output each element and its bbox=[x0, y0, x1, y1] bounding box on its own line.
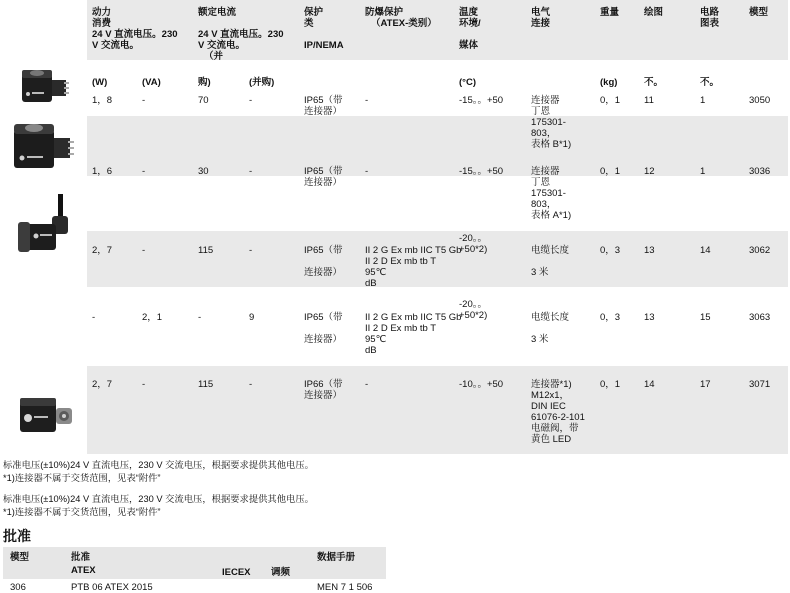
header-rated-current: 额定电流 24 V 直流电压。230 V 交流电。 （并 bbox=[198, 7, 284, 62]
row-band-2 bbox=[87, 116, 788, 176]
header-band bbox=[87, 0, 788, 60]
cell-va: 2，1 bbox=[142, 312, 163, 323]
approvals-col-freq: 调频 bbox=[271, 567, 291, 578]
cell-temp: -15。。+50 bbox=[459, 166, 504, 177]
cell-draw: 11 bbox=[644, 95, 654, 106]
cell-draw: 12 bbox=[644, 166, 655, 177]
header-drawing: 绘图 bbox=[644, 7, 664, 18]
product-image-3062 bbox=[14, 194, 74, 260]
cell-model: 3062 bbox=[749, 245, 771, 256]
cell-atex: - bbox=[365, 95, 369, 106]
approvals-col-atex: ATEX bbox=[71, 565, 96, 576]
cell-hold: 9 bbox=[249, 312, 255, 323]
cell-w: 2，7 bbox=[92, 245, 113, 256]
cell-va: - bbox=[142, 95, 146, 106]
cell-atex: - bbox=[365, 166, 369, 177]
cell-va: - bbox=[142, 245, 146, 256]
header-circuit: 电路 图表 bbox=[700, 7, 720, 29]
approvals-col-approval: 批准 bbox=[71, 552, 91, 563]
cell-va: - bbox=[142, 379, 146, 390]
unit-no1: 不。 bbox=[644, 77, 664, 88]
product-image-3071 bbox=[16, 392, 76, 440]
cell-conn: 电缆长度 3 米 bbox=[531, 245, 570, 278]
approvals-title: 批准 bbox=[3, 528, 31, 544]
approvals-col-model: 模型 bbox=[10, 552, 30, 563]
cell-temp: -20。。 +50*2) bbox=[459, 299, 488, 321]
cell-inrush: 115 bbox=[198, 379, 214, 390]
cell-w: 2，7 bbox=[92, 379, 113, 390]
cell-circ: 17 bbox=[700, 379, 711, 390]
cell-circ: 1 bbox=[700, 166, 706, 177]
header-model: 模型 bbox=[749, 7, 769, 18]
cell-conn: 连接器 丁恩 175301- 803， 表格 A*1) bbox=[531, 166, 572, 221]
cell-kg: 0，3 bbox=[600, 245, 621, 256]
footnote-connector: *1)连接器不属于交货范围，见表“附件” bbox=[3, 473, 161, 483]
unit-no2: 不。 bbox=[700, 77, 720, 88]
cell-ip: IP65（带 连接器） bbox=[304, 95, 343, 117]
cell-model: 3071 bbox=[749, 379, 771, 390]
cell-w: - bbox=[92, 312, 96, 323]
cell-inrush: 30 bbox=[198, 166, 209, 177]
cell-temp: -10。。+50 bbox=[459, 379, 504, 390]
cell-conn: 连接器 丁恩 175301- 803， 表格 B*1) bbox=[531, 95, 572, 150]
cell-hold: - bbox=[249, 95, 253, 106]
product-image-3050 bbox=[18, 64, 72, 108]
cell-atex: II 2 G Ex mb IIC T5 Gb II 2 D Ex mb tb T 95℃ dB bbox=[365, 312, 462, 356]
unit-w: (W) bbox=[92, 77, 108, 88]
cell-hold: - bbox=[249, 379, 253, 390]
unit-va: (VA) bbox=[142, 77, 161, 88]
cell-ip: IP65（带 连接器） bbox=[304, 245, 343, 278]
cell-draw: 14 bbox=[644, 379, 655, 390]
cell-kg: 0，1 bbox=[600, 166, 621, 177]
cell-inrush: 70 bbox=[198, 95, 209, 106]
cell-hold: - bbox=[249, 245, 253, 256]
cell-draw: 13 bbox=[644, 245, 655, 256]
cell-kg: 0，1 bbox=[600, 95, 621, 106]
cell-inrush: - bbox=[198, 312, 202, 323]
cell-conn: 连接器*1) M12x1， DIN IEC 61076-2-101 电磁阀，带 黄色 LED bbox=[531, 379, 585, 445]
unit-inrush: 购) bbox=[198, 77, 211, 88]
header-temp: 温度 环境/ 媒体 bbox=[459, 7, 481, 51]
cell-model: 3036 bbox=[749, 166, 771, 177]
cell-model: 3063 bbox=[749, 312, 771, 323]
cell-conn: 电缆长度 3 米 bbox=[531, 312, 570, 345]
cell-circ: 14 bbox=[700, 245, 711, 256]
approvals-row-model: 306 bbox=[10, 582, 26, 593]
approvals-row-atex: PTB 06 ATEX 2015 bbox=[71, 582, 153, 593]
cell-kg: 0，3 bbox=[600, 312, 621, 323]
cell-draw: 13 bbox=[644, 312, 655, 323]
cell-temp: -20。。 +50*2) bbox=[459, 233, 488, 255]
unit-kg: (kg) bbox=[600, 77, 618, 88]
cell-ip: IP66（带 连接器） bbox=[304, 379, 343, 401]
header-electrical: 电气 连接 bbox=[531, 7, 551, 29]
cell-kg: 0，1 bbox=[600, 379, 621, 390]
product-image-3036 bbox=[10, 118, 78, 174]
approvals-row-manual: MEN 7 1 506 bbox=[317, 582, 373, 593]
footnote-voltage: 标准电压(±10%)24 V 直流电压，230 V 交流电压，根据要求提供其他电压。 bbox=[3, 494, 314, 504]
unit-temp: (°C) bbox=[459, 77, 476, 88]
cell-circ: 1 bbox=[700, 95, 706, 106]
footnote-connector: *1)连接器不属于交货范围，见表“附件” bbox=[3, 507, 161, 517]
cell-w: 1，6 bbox=[92, 166, 113, 177]
unit-hold: (并购) bbox=[249, 77, 275, 88]
cell-atex: - bbox=[365, 379, 369, 390]
cell-hold: - bbox=[249, 166, 253, 177]
cell-model: 3050 bbox=[749, 95, 771, 106]
cell-va: - bbox=[142, 166, 146, 177]
approvals-col-manual: 数据手册 bbox=[317, 552, 356, 563]
cell-temp: -15。。+50 bbox=[459, 95, 504, 106]
cell-ip: IP65（带 连接器） bbox=[304, 312, 343, 345]
row-band-5 bbox=[87, 366, 788, 454]
cell-w: 1，8 bbox=[92, 95, 113, 106]
header-weight: 重量 bbox=[600, 7, 620, 18]
cell-circ: 15 bbox=[700, 312, 711, 323]
header-explosion: 防爆保护 （ATEX-类别） bbox=[365, 7, 437, 29]
footnote-voltage: 标准电压(±10%)24 V 直流电压，230 V 交流电压，根据要求提供其他电压。 bbox=[3, 460, 314, 470]
cell-atex: II 2 G Ex mb IIC T5 Gb II 2 D Ex mb tb T 95℃ dB bbox=[365, 245, 462, 289]
header-power: 动力 消费 24 V 直流电压。230 V 交流电。 bbox=[92, 7, 178, 51]
cell-ip: IP65（带 连接器） bbox=[304, 166, 343, 188]
header-protection: 保护 类 IP/NEMA bbox=[304, 7, 344, 51]
approvals-col-iecex: IECEX bbox=[222, 567, 251, 578]
cell-inrush: 115 bbox=[198, 245, 214, 256]
